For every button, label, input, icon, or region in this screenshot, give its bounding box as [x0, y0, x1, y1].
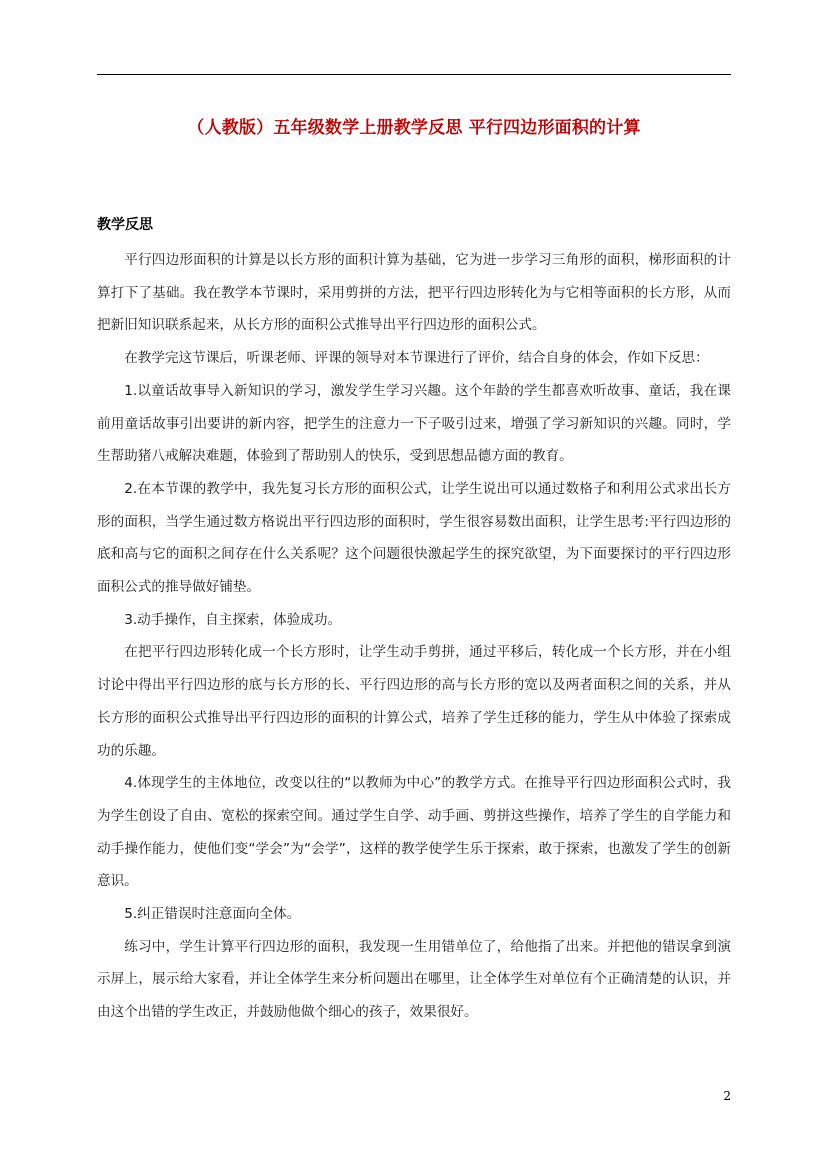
- paragraph: 1.以童话故事导入新知识的学习，激发学生学习兴趣。这个年龄的学生都喜欢听故事、童话，我在课前用童话故事引出要讲的新内容，把学生的注意力一下子吸引过来，增强了学习新知识的兴趣。同时，学生帮助猪八戒解决难题，体验到了帮助别人的快乐，受到思想品德方面的教育。: [97, 382, 731, 465]
- page-number: 2: [723, 1089, 731, 1103]
- paragraph: 平行四边形面积的计算是以长方形的面积计算为基础，它为进一步学习三角形的面积，梯形面积的计算打下了基础。我在教学本节课时，采用剪拼的方法，把平行四边形转化为与它相等面积的长方形，从而把新旧知识联系起来，从长方形的面积公式推导出平行四边形的面积公式。: [97, 252, 731, 334]
- document-body: [97, 244, 731, 1029]
- paragraph: 5.纠正错误时注意面向全体。: [124, 906, 301, 923]
- document-title: （人教版）五年级数学上册教学反思 平行四边形面积的计算: [187, 118, 641, 138]
- paragraph: 在教学完这节课后，听课老师、评课的领导对本节课进行了评价，结合自身的体会，作如下反思：: [124, 350, 709, 367]
- paragraph: 3.动手操作，自主探索，体验成功。: [124, 611, 342, 628]
- paragraph: 2.在本节课的教学中，我先复习长方形的面积公式，让学生说出可以通过数格子和利用公式求出长方形的面积，当学生通过数方格说出平行四边形的面积时，学生很容易数出面积，让学生思考:平行四边形的底和高与它的面积之间存在什么关系呢？这个问题很快激起学生的探究欲望，为下面要探讨的平行四边形面积公式的推导做好铺垫。: [97, 480, 731, 596]
- paragraph: 4.体现学生的主体地位，改变以往的“以教师为中心”的教学方式。在推导平行四边形面积公式时，我为学生创设了自由、宽松的探索空间。通过学生自学、动手画、剪拼这些操作，培养了学生的自学能力和动手操作能力，使他们变“学会”为“会学”，这样的教学使学生乐于探索，敢于探索，也激发了学生的创新意识。: [97, 775, 731, 890]
- paragraph: 练习中，学生计算平行四边形的面积，我发现一生用错单位了，给他指了出来。并把他的错误拿到演示屏上，展示给大家看，并让全体学生来分析问题出在哪里，让全体学生对单位有个正确清楚的认识，并由这个出错的学生改正，并鼓励他做个细心的孩子，效果很好。: [97, 938, 731, 1021]
- section-heading: 教学反思: [97, 217, 153, 233]
- header-rule: [97, 74, 731, 75]
- paragraph: 在把平行四边形转化成一个长方形时，让学生动手剪拼，通过平移后，转化成一个长方形，并在小组讨论中得出平行四边形的底与长方形的长、平行四边形的高与长方形的宽以及两者面积之间的关系，并从长方形的面积公式推导出平行四边形的面积的计算公式，培养了学生迁移的能力，学生从中体验了探索成功的乐趣。: [97, 644, 731, 759]
